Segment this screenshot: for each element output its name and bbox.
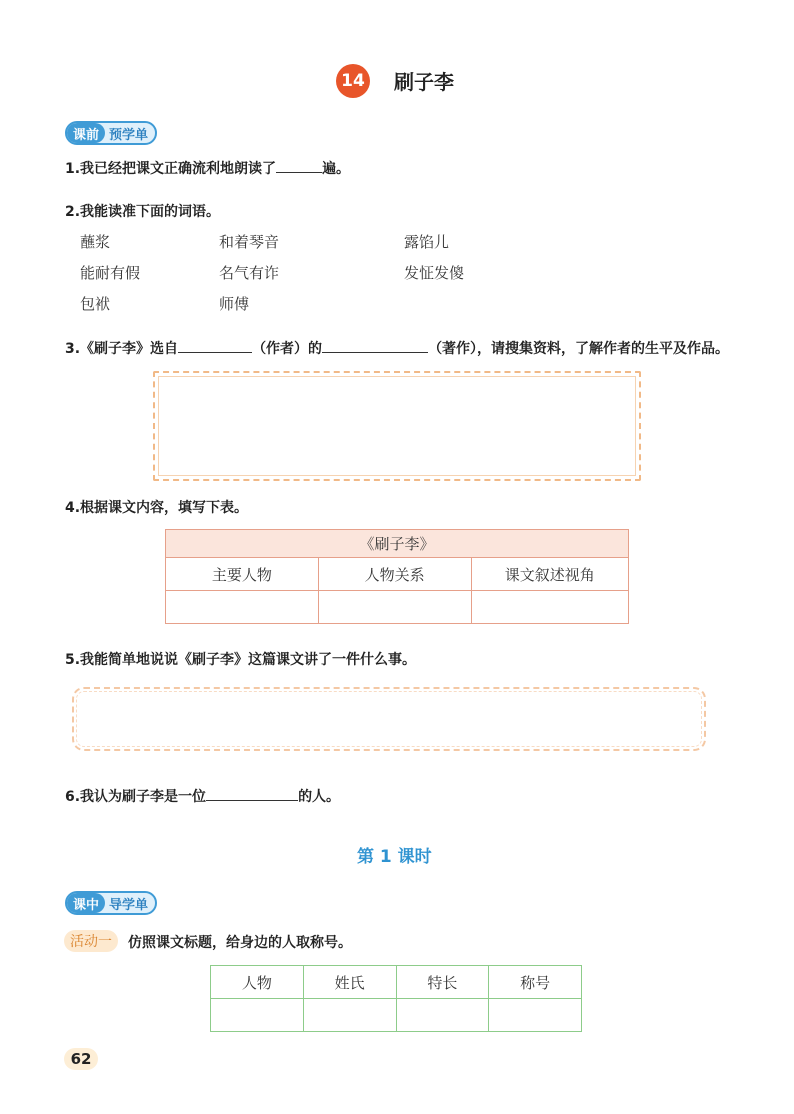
lesson-number-badge: 14 xyxy=(336,64,370,98)
research-answer-box[interactable] xyxy=(153,371,641,481)
trait-blank[interactable] xyxy=(206,786,298,801)
preview-section-badge xyxy=(65,121,157,145)
answer-blank[interactable] xyxy=(276,158,322,173)
table-answer-cell[interactable] xyxy=(471,591,628,624)
table-header-cell: 特长 xyxy=(396,966,489,999)
vocab-word: 师傅 xyxy=(219,295,250,313)
table-answer-cell[interactable] xyxy=(303,999,396,1032)
vocab-word: 包袱 xyxy=(80,295,111,313)
activity-tag: 活动一 xyxy=(64,930,118,952)
vocab-word: 名气有诈 xyxy=(219,264,280,282)
question-3-mid: （作者）的 xyxy=(252,341,323,357)
lesson-period-heading: 第 1 课时 xyxy=(357,847,432,867)
table-header-cell: 课文叙述视角 xyxy=(471,558,628,591)
question-1-suffix: 遍。 xyxy=(322,161,351,177)
table-answer-cell[interactable] xyxy=(489,999,582,1032)
table-title: 《刷子李》 xyxy=(166,530,629,558)
question-6 xyxy=(65,786,340,806)
table-header-cell: 姓氏 xyxy=(303,966,396,999)
question-4: 4.根据课文内容，填写下表。 xyxy=(65,500,249,516)
question-1-prefix: 1.我已经把课文正确流利地朗读了 xyxy=(65,161,277,177)
lesson-title: 刷子李 xyxy=(394,70,454,94)
author-blank[interactable] xyxy=(178,338,252,353)
table-answer-cell[interactable] xyxy=(318,591,471,624)
page-number: 62 xyxy=(64,1048,98,1070)
table-header-cell: 称号 xyxy=(489,966,582,999)
table-header-cell: 主要人物 xyxy=(166,558,319,591)
table-answer-cell[interactable] xyxy=(166,591,319,624)
nickname-table xyxy=(210,965,582,1032)
vocab-word: 和着琴音 xyxy=(219,233,280,251)
badge-sub-label: 预学单 xyxy=(109,127,149,143)
question-1 xyxy=(65,158,350,178)
table-answer-cell[interactable] xyxy=(396,999,489,1032)
question-6-prefix: 6.我认为刷子李是一位 xyxy=(65,789,207,805)
table-header-cell: 人物 xyxy=(211,966,304,999)
work-blank[interactable] xyxy=(322,338,428,353)
question-3-suffix: （著作），请搜集资料，了解作者的生平及作品。 xyxy=(428,341,730,357)
summary-answer-box[interactable] xyxy=(72,687,706,751)
badge-main-label: 课前 xyxy=(67,123,105,143)
activity-instruction: 仿照课文标题，给身边的人取称号。 xyxy=(128,935,352,951)
badge-sub-label: 导学单 xyxy=(109,897,149,913)
question-3-prefix: 3.《刷子李》选自 xyxy=(65,341,179,357)
question-2: 2.我能读准下面的词语。 xyxy=(65,204,221,220)
table-answer-cell[interactable] xyxy=(211,999,304,1032)
vocab-word: 蘸浆 xyxy=(80,233,111,251)
question-6-suffix: 的人。 xyxy=(298,789,341,805)
table-header-cell: 人物关系 xyxy=(318,558,471,591)
vocab-word: 发怔发傻 xyxy=(404,264,465,282)
vocab-word: 能耐有假 xyxy=(80,264,141,282)
badge-main-label: 课中 xyxy=(67,893,105,913)
guide-section-badge xyxy=(65,891,157,915)
story-info-table xyxy=(165,529,629,624)
vocab-word: 露馅儿 xyxy=(404,233,450,251)
question-3 xyxy=(65,338,729,358)
question-5: 5.我能简单地说说《刷子李》这篇课文讲了一件什么事。 xyxy=(65,652,417,668)
